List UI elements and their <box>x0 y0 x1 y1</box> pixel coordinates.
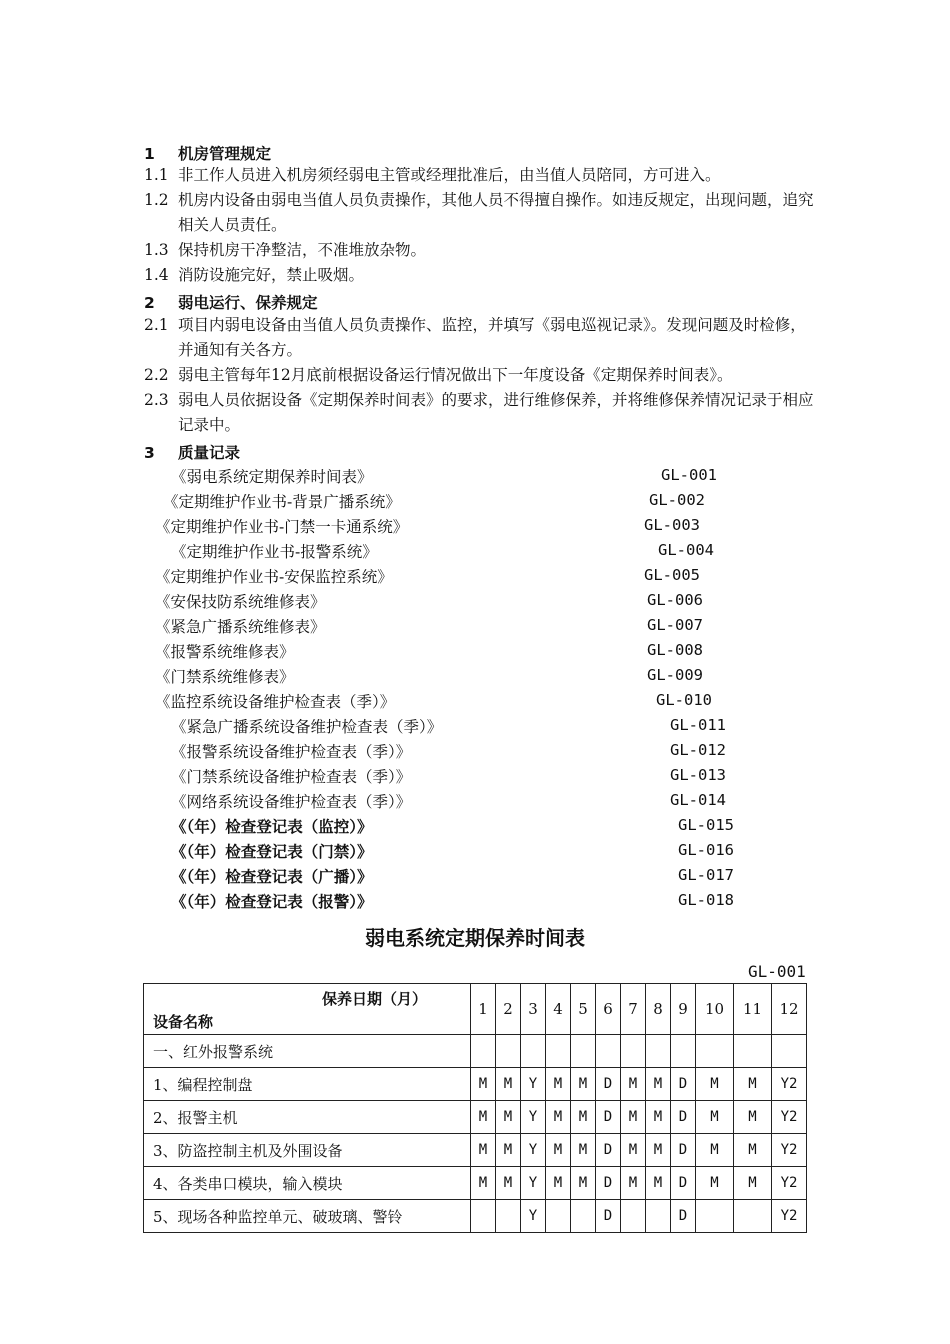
maintenance-schedule-table <box>143 983 807 1233</box>
month-header: 4 <box>546 984 571 1035</box>
record-name: 《紧急广播系统维修表》 <box>155 618 326 636</box>
table-row: 5、现场各种监控单元、破玻璃、警铃 Y D D Y2 <box>144 1200 807 1233</box>
record-name: 《门禁系统设备维护检查表（季）》 <box>171 768 412 786</box>
section-2-heading <box>144 291 318 313</box>
record-code: GL-011 <box>670 716 726 734</box>
table-row: 2、报警主机 M M Y M M D M M D M M Y2 <box>144 1101 807 1134</box>
record-name: 《报警系统设备维护检查表（季）》 <box>171 743 412 761</box>
record-code: GL-007 <box>647 616 703 634</box>
clause-1-2: 1.2 机房内设备由弱电当值人员负责操作，其他人员不得擅自操作。如违反规定，出现问题，追究相关人员责任。 <box>144 191 814 234</box>
record-code: GL-018 <box>678 891 734 909</box>
record-code: GL-006 <box>647 591 703 609</box>
clause-2-3: 2.3 弱电人员依据设备《定期保养时间表》的要求，进行维修保养，并将维修保养情况记录于相应记录中。 <box>144 391 814 434</box>
record-code: GL-004 <box>658 541 714 559</box>
clause-1-3: 1.3 保持机房干净整洁，不准堆放杂物。 <box>144 241 427 259</box>
record-name: 《定期维护作业书-背景广播系统》 <box>163 493 401 511</box>
record-code: GL-002 <box>649 491 705 509</box>
device-name: 一、红外报警系统 <box>144 1035 471 1068</box>
header-device-label: 设备名称 <box>153 1013 214 1031</box>
diagonal-header-cell <box>144 984 471 1035</box>
table-row: 1、编程控制盘 M M Y M M D M M D M M Y2 <box>144 1068 807 1101</box>
month-header: 7 <box>621 984 646 1035</box>
record-code: GL-010 <box>656 691 712 709</box>
record-name: 《（年）检查登记表（报警）》 <box>171 893 373 911</box>
device-name: 2、报警主机 <box>144 1101 471 1134</box>
record-code: GL-008 <box>647 641 703 659</box>
record-code: GL-015 <box>678 816 734 834</box>
record-name: 《（年）检查登记表（广播）》 <box>171 868 373 886</box>
record-name: 《门禁系统维修表》 <box>155 668 295 686</box>
record-code: GL-017 <box>678 866 734 884</box>
section-number: 2 <box>144 294 155 312</box>
header-date-label: 保养日期（月） <box>322 990 428 1008</box>
month-header: 3 <box>521 984 546 1035</box>
record-code: GL-001 <box>661 466 717 484</box>
record-name: 《报警系统维修表》 <box>155 643 295 661</box>
month-header: 5 <box>571 984 596 1035</box>
month-header: 2 <box>496 984 521 1035</box>
clause-2-1: 2.1 项目内弱电设备由当值人员负责操作、监控，并填写《弱电巡视记录》。发现问题及时检修，并通知有关各方。 <box>144 316 806 359</box>
device-name: 1、编程控制盘 <box>144 1068 471 1101</box>
section-number: 3 <box>144 444 155 462</box>
table-header-row <box>144 984 807 1035</box>
clause-1-4: 1.4 消防设施完好，禁止吸烟。 <box>144 266 365 284</box>
record-code: GL-005 <box>644 566 700 584</box>
clause-2-2: 2.2 弱电主管每年12月底前根据设备运行情况做出下一年度设备《定期保养时间表》。 <box>144 366 733 384</box>
record-name: 《弱电系统定期保养时间表》 <box>171 468 373 486</box>
month-header: 9 <box>671 984 696 1035</box>
month-header: 11 <box>734 984 772 1035</box>
record-name: 《（年）检查登记表（门禁）》 <box>171 843 373 861</box>
record-name: 《网络系统设备维护检查表（季）》 <box>171 793 412 811</box>
section-3-heading <box>144 441 240 463</box>
month-header: 1 <box>471 984 496 1035</box>
record-name: 《定期维护作业书-门禁一卡通系统》 <box>155 518 409 536</box>
record-name: 《定期维护作业书-报警系统》 <box>171 543 378 561</box>
device-name: 4、各类串口模块，输入模块 <box>144 1167 471 1200</box>
form-title: 弱电系统定期保养时间表 <box>365 926 585 950</box>
table-row: 4、各类串口模块，输入模块 M M Y M M D M M D M M Y2 <box>144 1167 807 1200</box>
table-row: 3、防盗控制主机及外围设备 M M Y M M D M M D M M Y2 <box>144 1134 807 1167</box>
section-number: 1 <box>144 145 155 163</box>
month-header: 8 <box>646 984 671 1035</box>
record-code: GL-003 <box>644 516 700 534</box>
month-header: 10 <box>696 984 734 1035</box>
section-title: 机房管理规定 <box>178 145 272 163</box>
form-code: GL-001 <box>748 962 806 981</box>
month-header: 6 <box>596 984 621 1035</box>
section-title: 弱电运行、保养规定 <box>178 294 318 312</box>
section-1-heading <box>144 142 271 164</box>
month-header: 12 <box>772 984 807 1035</box>
record-code: GL-009 <box>647 666 703 684</box>
record-name: 《定期维护作业书-安保监控系统》 <box>155 568 393 586</box>
record-name: 《紧急广播系统设备维护检查表（季）》 <box>171 718 443 736</box>
device-name: 3、防盗控制主机及外围设备 <box>144 1134 471 1167</box>
record-name: 《安保技防系统维修表》 <box>155 593 326 611</box>
device-name: 5、现场各种监控单元、破玻璃、警铃 <box>144 1200 471 1233</box>
record-code: GL-012 <box>670 741 726 759</box>
table-row <box>144 1035 807 1068</box>
clause-1-1: 1.1 非工作人员进入机房须经弱电主管或经理批准后，由当值人员陪同，方可进入。 <box>144 166 721 184</box>
record-name: 《监控系统设备维护检查表（季）》 <box>155 693 396 711</box>
record-name: 《（年）检查登记表（监控）》 <box>171 818 373 836</box>
record-code: GL-016 <box>678 841 734 859</box>
record-code: GL-014 <box>670 791 726 809</box>
record-code: GL-013 <box>670 766 726 784</box>
section-title: 质量记录 <box>178 444 241 462</box>
